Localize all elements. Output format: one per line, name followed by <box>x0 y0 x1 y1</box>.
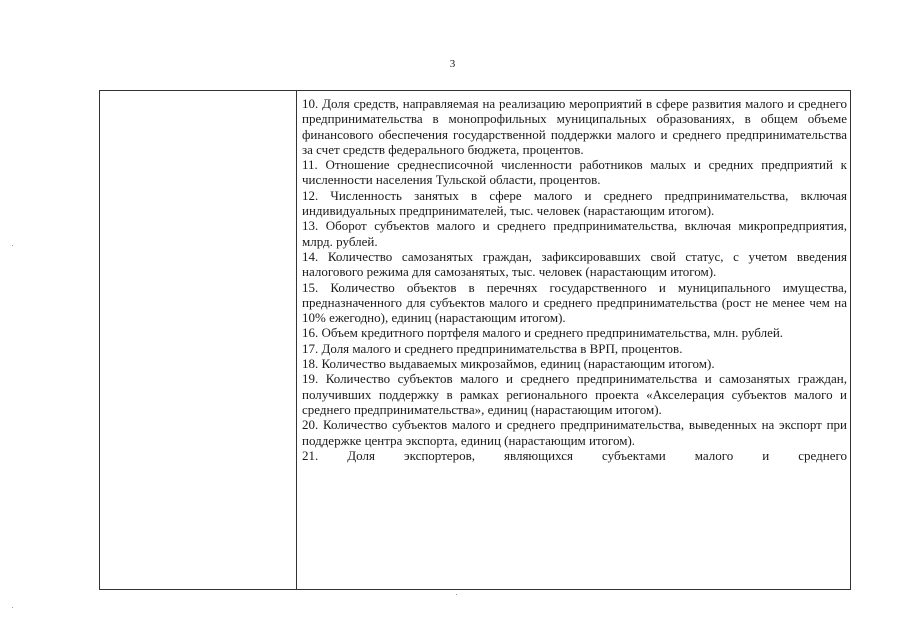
list-item-13: 13. Оборот субъектов малого и среднего предпринимательства, включая микропредприятия, млрд. рублей. <box>302 218 847 249</box>
scan-mark <box>12 607 13 608</box>
list-item-11: 11. Отношение среднесписочной численности работников малых и средних предприятий к численности населения Тульской области, процентов. <box>302 157 847 188</box>
list-item-17: 17. Доля малого и среднего предпринимательства в ВРП, процентов. <box>302 340 683 356</box>
list-item-10: 10. Доля средств, направляемая на реализацию мероприятий в сфере развития малого и среднего предпринимательства в монопрофильных муниципальных образованиях, в общем объеме финансового обеспечения государственной поддержки малого и среднего предпринимательства за счет средств федерального бюджета, процентов. <box>302 96 847 157</box>
scan-mark <box>456 594 457 595</box>
list-item-14: 14. Количество самозанятых граждан, зафиксировавших свой статус, с учетом введения налогового режима для самозанятых, тыс. человек (нарастающим итогом). <box>302 248 847 280</box>
list-item-19: 19. Количество субъектов малого и среднего предпринимательства и самозанятых граждан, получивших поддержку в рамках регионального проекта «Акселерация субъектов малого и среднего предпринимательства», единиц (нарастающим итогом). <box>302 371 847 417</box>
table-right-column <box>297 91 850 589</box>
table-left-column <box>100 91 297 589</box>
list-item-12: 12. Численность занятых в сфере малого и среднего предпринимательства, включая индивидуальных предпринимателей, тыс. человек (нарастающим итогом). <box>302 187 847 219</box>
list-item-21: 21. Доля экспортеров, являющихся субъектами малого и среднего <box>302 447 847 463</box>
scan-mark <box>12 245 13 246</box>
list-item-15: 15. Количество объектов в перечнях государственного и муниципального имущества, предназначенного для субъектов малого и среднего предпринимательства (рост не менее чем на 10% ежегодно), единиц (нарастающим итогом). <box>302 279 847 326</box>
list-item-16: 16. Объем кредитного портфеля малого и среднего предпринимательства, млн. рублей. <box>302 325 784 341</box>
page-number: 3 <box>449 58 456 70</box>
content-table <box>99 90 851 590</box>
list-item-18: 18. Количество выдаваемых микрозаймов, единиц (нарастающим итогом). <box>302 356 715 372</box>
list-item-20: 20. Количество субъектов малого и среднего предпринимательства, выведенных на экспорт при поддержке центра экспорта, единиц (нарастающим итогом). <box>302 417 847 448</box>
